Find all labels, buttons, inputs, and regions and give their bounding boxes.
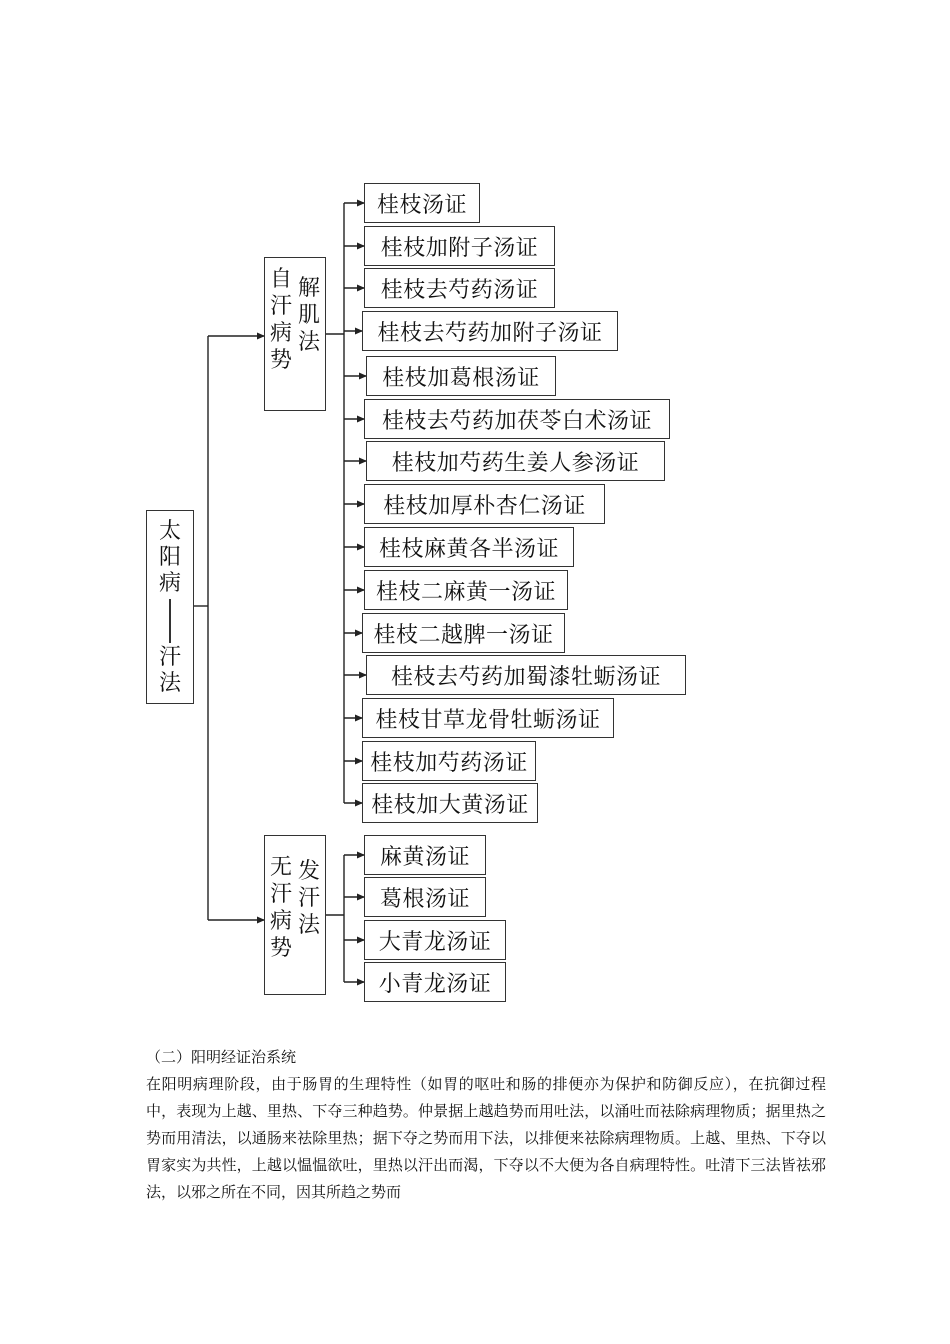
section-heading: （二）阳明经证治系统: [146, 1048, 297, 1066]
root-char: 法: [158, 671, 181, 696]
formula-box: [364, 835, 486, 875]
formula-label: 小青龙汤证: [378, 971, 492, 997]
formula-label: 桂枝去芍药加蜀漆牡蛎汤证: [390, 664, 661, 690]
root-char: 太: [158, 519, 181, 544]
formula-box: [364, 920, 506, 960]
text-section: [146, 1044, 826, 1206]
condition-label: 自汗病势: [269, 267, 292, 373]
formula-label: 麻黄汤证: [379, 844, 470, 870]
formula-box: [364, 183, 480, 223]
formula-box: [362, 741, 536, 781]
method-label: 发汗法: [297, 859, 320, 938]
formula-label: 桂枝麻黄各半汤证: [378, 536, 559, 562]
root-box: [146, 510, 194, 704]
formula-box: [364, 268, 555, 308]
root-char: 病: [158, 571, 181, 596]
formula-box: [362, 613, 565, 653]
formula-label: 桂枝去芍药加附子汤证: [377, 320, 603, 346]
root-dash: [169, 599, 171, 643]
condition-label: 无汗病势: [269, 855, 292, 961]
formula-box: [364, 570, 568, 610]
formula-label: 桂枝加芍药汤证: [370, 750, 528, 776]
formula-box: [366, 356, 556, 396]
formula-box: [364, 399, 670, 439]
formula-box: [364, 877, 486, 917]
formula-box: [364, 962, 506, 1002]
formula-label: 桂枝汤证: [376, 192, 467, 218]
formula-label: 桂枝加大黄汤证: [371, 792, 529, 818]
formula-label: 桂枝二越脾一汤证: [373, 622, 554, 648]
formula-label: 桂枝加附子汤证: [380, 235, 539, 261]
formula-label: 桂枝去芍药汤证: [380, 277, 539, 303]
method-label: 解肌法: [297, 276, 320, 355]
formula-label: 桂枝加厚朴杏仁汤证: [383, 493, 586, 519]
formula-box: [364, 226, 555, 266]
formula-label: 桂枝加葛根汤证: [382, 365, 540, 391]
formula-label: 桂枝甘草龙骨牡蛎汤证: [375, 707, 601, 733]
root-char: 阳: [158, 545, 181, 570]
formula-box: [362, 311, 618, 351]
formula-label: 桂枝去芍药加茯苓白术汤证: [381, 408, 652, 434]
formula-box: [366, 655, 686, 695]
group-box-spontaneous-sweat: [264, 257, 326, 411]
group-box-no-sweat: [264, 835, 326, 995]
formula-label: 大青龙汤证: [378, 929, 492, 955]
formula-box: [362, 698, 614, 738]
formula-box: [366, 441, 665, 481]
root-char: 汗: [158, 645, 181, 670]
formula-label: 葛根汤证: [379, 886, 470, 912]
formula-box: [364, 484, 605, 524]
formula-label: 桂枝二麻黄一汤证: [375, 579, 556, 605]
formula-box: [364, 527, 574, 567]
formula-label: 桂枝加芍药生姜人参汤证: [391, 450, 640, 476]
section-paragraph: 在阳明病理阶段，由于肠胃的生理特性（如胃的呕吐和肠的排便亦为保护和防御反应），在抗御过程中，表现为上越、里热、下夺三种趋势。仲景据上越趋势而用吐法，以涌吐而祛除病理物质；据里热之势而用清法，以通肠来祛除里热；据下夺之势而用下法，以排便来祛除病理物质。上越、里热、下夺以胃家实为共性，上越以愠愠欲吐，里热以汗出而渴，下夺以不大便为各自病理特性。吐清下三法皆祛邪法，以邪之所在不同，因其所趋之势而: [146, 1075, 826, 1201]
formula-box: [362, 783, 538, 823]
